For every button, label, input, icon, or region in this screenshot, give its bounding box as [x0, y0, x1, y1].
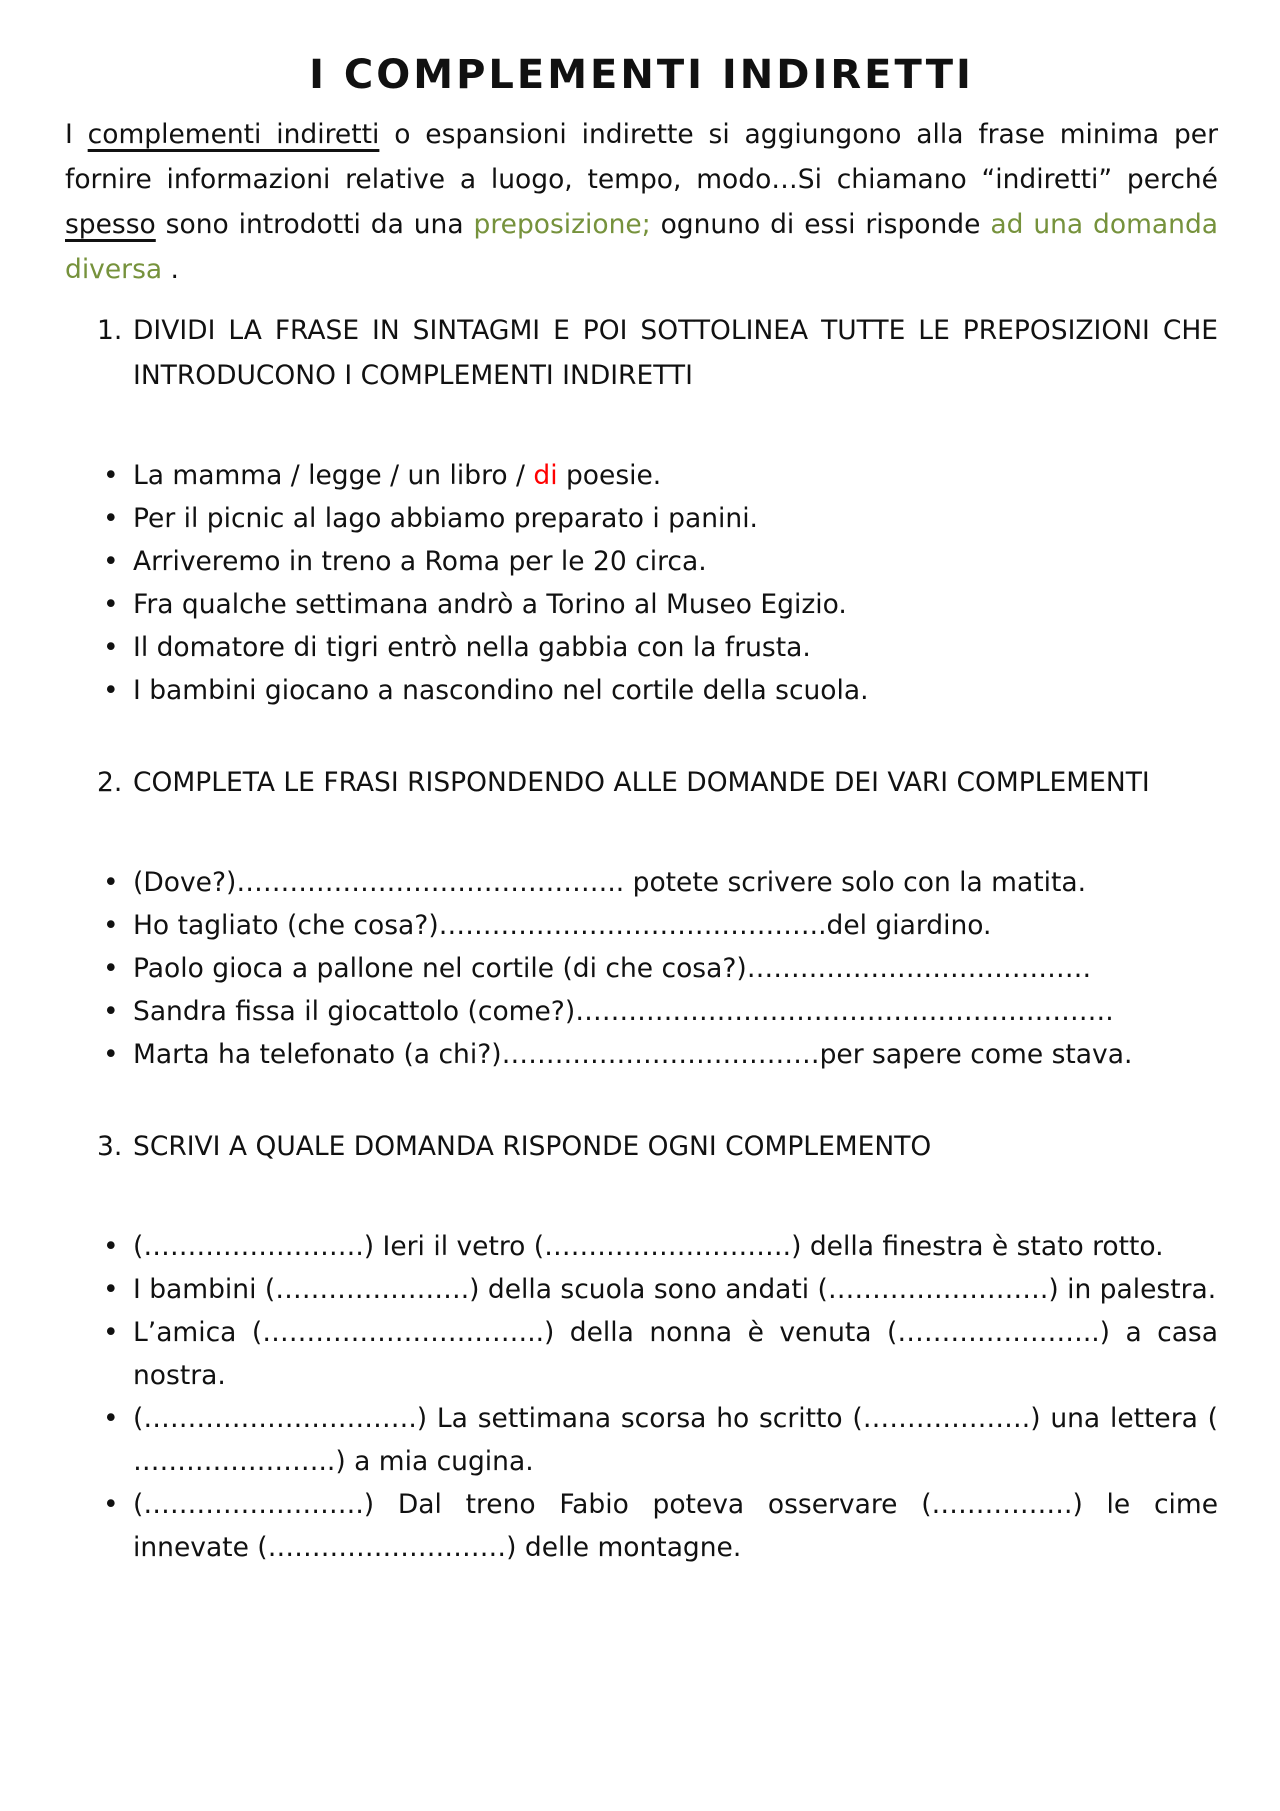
text-segment: ..) a mia cugina.: [318, 1446, 534, 1477]
list-item: [65, 1397, 1218, 1483]
text-segment: .) della scuola sono andati (: [460, 1274, 828, 1305]
underlined-text: spesso: [65, 209, 156, 240]
text-segment: ) delle montagne.: [506, 1532, 742, 1563]
list-item: [65, 497, 1218, 540]
exercise-1-section: [65, 308, 1218, 712]
text-segment: poesie.: [557, 460, 662, 491]
exercise-number: 1.: [97, 315, 123, 346]
bullet-icon: •: [103, 1039, 119, 1070]
text-segment: Arriveremo in treno a Roma per le 20 circa.: [133, 546, 707, 577]
text-segment: .) le cime innevate (: [133, 1489, 1218, 1563]
text-segment: Il domatore di tigri entrò nella gabbia con la frusta.: [133, 632, 811, 663]
text-segment: .: [1105, 996, 1114, 1027]
dotted-blank: …………………: [133, 1446, 319, 1477]
dotted-blank: …………………………: [143, 1403, 409, 1434]
bullet-icon: •: [103, 1231, 119, 1262]
exercise-3-heading-row: [65, 1124, 1218, 1169]
bullet-icon: •: [103, 953, 119, 984]
dotted-blank: ……………………………………………………: [575, 996, 1106, 1027]
list-item: [65, 947, 1218, 990]
list-item: [65, 904, 1218, 947]
text-segment: (: [133, 1489, 144, 1520]
text-segment: .. potete scrivere solo con la matita.: [607, 867, 1087, 898]
dotted-blank: ………………………: [544, 1231, 783, 1262]
text-segment: .) una lettera (: [1021, 1403, 1219, 1434]
text-segment: .) Dal treno Fabio poteva osservare (: [355, 1489, 932, 1520]
text-segment: per sapere come stava.: [819, 1039, 1133, 1070]
text-segment: ..) a casa nostra.: [133, 1317, 1218, 1391]
dotted-blank: ……………: [931, 1489, 1065, 1520]
list-item: [65, 454, 1218, 497]
text-segment: Per il picnic al lago abbiamo preparato i panini.: [133, 503, 758, 534]
exercise-1-heading-row: [65, 308, 1218, 398]
green-text: preposizione;: [473, 209, 651, 240]
text-segment: L’amica (: [133, 1317, 263, 1348]
exercise-3-list: [65, 1225, 1218, 1569]
exercise-heading: SCRIVI A QUALE DOMANDA RISPONDE OGNI COMPLEMENTO: [133, 1131, 932, 1162]
text-segment: La mamma / legge / un libro /: [133, 460, 534, 491]
bullet-icon: •: [103, 1317, 119, 1348]
bullet-icon: •: [103, 632, 119, 663]
dotted-blank: ………………: [862, 1403, 1022, 1434]
dotted-blank: ……………………: [827, 1274, 1040, 1305]
bullet-icon: •: [103, 675, 119, 706]
exercise-heading: DIVIDI LA FRASE IN SINTAGMI E POI SOTTOLINEA TUTTE LE PREPOSIZIONI CHE INTRODUCONO I COMPLEMENTI INDIRETTI: [133, 315, 1218, 391]
text-segment: Fra qualche settimana andrò a Torino al Museo Egizio.: [133, 589, 847, 620]
list-item: [65, 1033, 1218, 1076]
exercise-1-list: [65, 454, 1218, 712]
intro-paragraph: [65, 112, 1218, 292]
text-segment: I: [65, 119, 88, 150]
text-segment: Sandra fissa il giocattolo (come?): [133, 996, 576, 1027]
text-segment: o espansioni indirette si aggiungono alla frase minima per fornire informazioni relative a luogo, tempo, modo…Si chiamano “indiretti” perché: [65, 119, 1218, 195]
text-segment: ..) della nonna è venuta (: [527, 1317, 898, 1348]
text-segment: ..del giardino.: [809, 910, 992, 941]
dotted-blank: …………………………………: [746, 953, 1092, 984]
text-segment: (: [133, 1231, 144, 1262]
list-item: [65, 1268, 1218, 1311]
dotted-blank: …………………: [897, 1317, 1083, 1348]
green-text: ad una domanda diversa: [65, 209, 1219, 285]
text-segment: sono introdotti da una: [155, 209, 474, 240]
dotted-blank: ……………………………………: [236, 867, 608, 898]
list-item: [65, 540, 1218, 583]
dotted-blank: ………………………: [267, 1532, 507, 1563]
list-item: [65, 669, 1218, 712]
bullet-icon: •: [103, 589, 119, 620]
bullet-icon: •: [103, 503, 119, 534]
list-item: [65, 626, 1218, 669]
text-segment: .) Ieri il vetro (: [355, 1231, 545, 1262]
exercise-heading: COMPLETA LE FRASI RISPONDENDO ALLE DOMANDE DEI VARI COMPLEMENTI: [133, 767, 1150, 798]
text-segment: (Dove?): [133, 867, 237, 898]
dotted-blank: …………………: [275, 1274, 461, 1305]
text-segment: Marta ha telefonato (a chi?): [133, 1039, 502, 1070]
bullet-icon: •: [103, 1403, 119, 1434]
red-text: di: [533, 460, 558, 491]
exercise-number: 3.: [97, 1131, 123, 1162]
text-segment: I bambini giocano a nascondino nel cortile della scuola.: [133, 675, 869, 706]
exercise-3-section: [65, 1124, 1218, 1569]
list-item: [65, 1483, 1218, 1569]
list-item: [65, 1225, 1218, 1268]
exercise-2-section: [65, 760, 1218, 1076]
list-item: [65, 1311, 1218, 1397]
bullet-icon: •: [103, 1274, 119, 1305]
dotted-blank: ……………………: [143, 1489, 356, 1520]
dotted-blank: ……………………: [143, 1231, 356, 1262]
page-title: I COMPLEMENTI INDIRETTI: [309, 52, 974, 98]
exercise-2-heading-row: [65, 760, 1218, 805]
dotted-blank: ……………………………………: [438, 910, 810, 941]
text-segment: .) in palestra.: [1039, 1274, 1217, 1305]
dotted-blank: …………………………: [262, 1317, 528, 1348]
text-segment: .) La settimana scorsa ho scritto (: [408, 1403, 863, 1434]
list-item: [65, 990, 1218, 1033]
text-segment: I bambini (: [133, 1274, 276, 1305]
exercise-number: 2.: [97, 767, 123, 798]
text-segment: .) della finestra è stato rotto.: [782, 1231, 1164, 1262]
list-item: [65, 861, 1218, 904]
underlined-text: complementi indiretti: [87, 119, 380, 150]
list-item: [65, 583, 1218, 626]
bullet-icon: •: [103, 460, 119, 491]
text-segment: (: [133, 1403, 144, 1434]
text-segment: .: [162, 254, 179, 285]
bullet-icon: •: [103, 867, 119, 898]
bullet-icon: •: [103, 996, 119, 1027]
exercise-2-list: [65, 861, 1218, 1076]
bullet-icon: •: [103, 910, 119, 941]
text-segment: Ho tagliato (che cosa?): [133, 910, 439, 941]
bullet-icon: •: [103, 546, 119, 577]
text-segment: ognuno di essi risponde: [650, 209, 991, 240]
bullet-icon: •: [103, 1489, 119, 1520]
dotted-blank: ………………………………: [501, 1039, 820, 1070]
text-segment: Paolo gioca a pallone nel cortile (di che cosa?): [133, 953, 747, 984]
